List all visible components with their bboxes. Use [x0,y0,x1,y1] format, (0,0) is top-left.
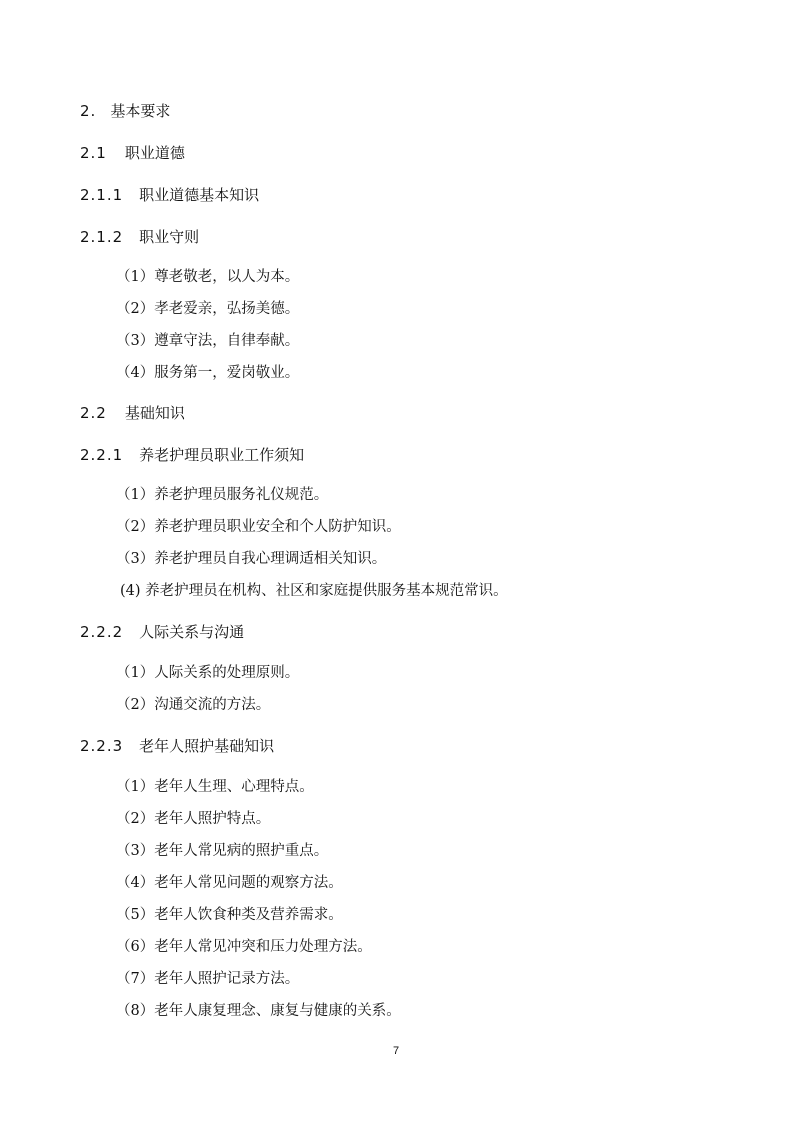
list-item: （2）老年人照护特点。 [116,811,271,827]
section-title: 职业道德基本知识 [139,186,260,204]
list-item: （8）老年人康复理念、康复与健康的关系。 [116,1003,401,1019]
section-title: 基础知识 [124,404,185,422]
list-item: （4）老年人常见问题的观察方法。 [116,875,343,891]
section-number: 2.2.2 [80,623,124,641]
list-item: (4) 养老护理员在机构、社区和家庭提供服务基本规范常识。 [120,583,508,599]
list-item: （7）老年人照护记录方法。 [116,971,300,987]
list-item: （2）孝老爱亲，弘扬美德。 [116,301,300,317]
subsection-heading [80,230,199,245]
list-item: （1）老年人生理、心理特点。 [116,779,314,795]
page-number: 7 [393,1045,400,1057]
section-heading [80,146,185,161]
section-heading [80,104,170,119]
section-title: 职业守则 [139,228,200,246]
section-number: 2.2 [80,404,107,422]
list-item: （3）遵章守法，自律奉献。 [116,333,300,349]
subsection-heading [80,188,259,203]
subsection-heading [80,625,244,640]
section-title: 人际关系与沟通 [139,623,245,641]
list-item: （3）老年人常见病的照护重点。 [116,843,329,859]
section-number: 2.1.1 [80,186,124,204]
section-number: 2. [80,102,97,120]
section-title: 基本要求 [110,102,171,120]
subsection-heading [80,739,274,754]
list-item: （5）老年人饮食种类及营养需求。 [116,907,343,923]
section-heading [80,406,185,421]
section-title: 老年人照护基础知识 [139,737,275,755]
section-number: 2.2.3 [80,737,124,755]
section-number: 2.1.2 [80,228,124,246]
section-title: 养老护理员职业工作须知 [139,446,305,464]
list-item: （2）沟通交流的方法。 [116,697,271,713]
section-number: 2.1 [80,144,107,162]
section-title: 职业道德 [124,144,185,162]
subsection-heading [80,448,304,463]
list-item: （1）人际关系的处理原则。 [116,665,300,681]
list-item: （2）养老护理员职业安全和个人防护知识。 [116,519,401,535]
list-item: （1）养老护理员服务礼仪规范。 [116,487,329,503]
list-item: （6）老年人常见冲突和压力处理方法。 [116,939,372,955]
list-item: （3）养老护理员自我心理调适相关知识。 [116,551,387,567]
list-item: （4）服务第一，爱岗敬业。 [116,365,300,381]
list-item: （1）尊老敬老，以人为本。 [116,269,300,285]
section-number: 2.2.1 [80,446,124,464]
